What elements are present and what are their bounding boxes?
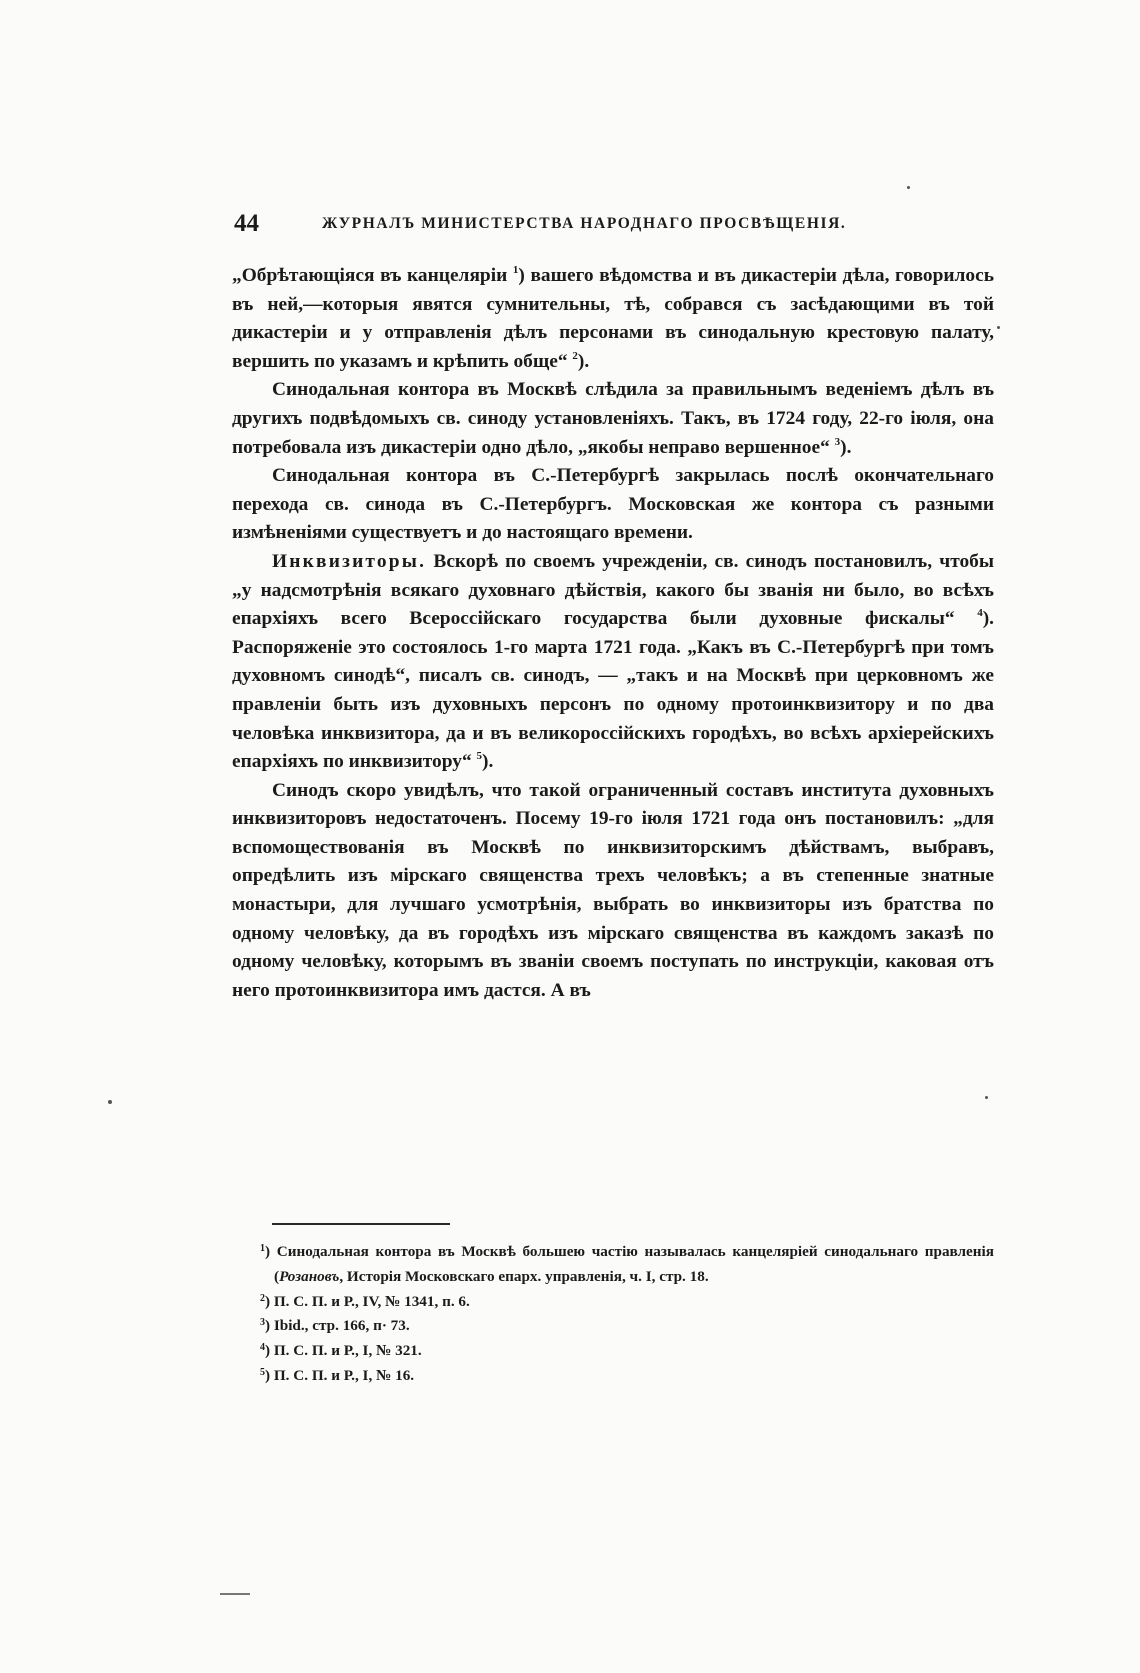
footnotes bbox=[232, 1240, 994, 1389]
paragraph-4: Инквизиторы. Вскорѣ по своемъ учрежденіи, св. синодъ постановилъ, чтобы „у надсмотрѣнія всякаго духовнаго дѣйствія, какого бы званія ни было, во всѣхъ епархіяхъ всего Всероссійскаго государства были духовные фискалы“ $^4$). Распоряженіе это состоялось 1-го марта 1721 года. „Какъ въ С.-Петербургѣ при томъ духовномъ синодѣ“, писалъ св. синодъ, — „такъ и на Москвѣ при церковномъ же правленіи быть изъ духовныхъ персонъ по одному протоинквизитору и по два человѣка инквизитора, да и въ великороссійскихъ городѣхъ, во всѣхъ архіерейскихъ епархіяхъ по инквизитору“ $^5$). bbox=[232, 550, 994, 773]
footnote-ref: 4 bbox=[977, 607, 983, 620]
footnote-5: $^5$) П. С. П. и Р., I, № 16. bbox=[260, 1366, 415, 1384]
footnote-2: $^2$) П. С. П. и Р., IV, № 1341, п. 6. bbox=[260, 1292, 470, 1310]
paragraph-5: Синодъ скоро увидѣлъ, что такой ограниченный составъ института духовныхъ инквизиторовъ недостаточенъ. Посему 19-го іюля 1721 года онъ постановилъ: „для вспомоществованія въ Москвѣ по инквизиторскимъ дѣйствамъ, выбравъ, опредѣлить изъ мірскаго священства трехъ человѣкъ; а въ степенные знатные монастыри, для лучшаго усмотрѣнія, выбрать во инквизиторы изъ братства по одному человѣку, да въ городѣхъ изъ мірскаго священства въ каждомъ заказѣ по одному человѣку, которымъ въ званіи своемъ поступать по инструкціи, каковая отъ него протоинквизитора имъ дастся. А въ bbox=[232, 779, 994, 1001]
footnote-3: $^3$) Ibid., стр. 166, п· 73. bbox=[260, 1317, 410, 1335]
body-text bbox=[232, 262, 994, 1005]
scan-speck bbox=[985, 1096, 988, 1099]
paragraph-1: „Обрѣтающіяся въ канцеляріи $^1$) вашего вѣдомства и въ дикастеріи дѣла, говорилось въ ней,—которыя явятся сумнительны, тѣ, собрався съ засѣдающими въ той дикастеріи и у отправленія дѣлъ персонами въ синодальную крестовую палату, вершить по указамъ и крѣпить обще“ $^2$). bbox=[232, 264, 994, 372]
section-heading: Инквизиторы. bbox=[272, 550, 427, 572]
scan-mark bbox=[220, 1593, 250, 1595]
footnote-4: $^4$) П. С. П. и Р., I, № 321. bbox=[260, 1342, 422, 1360]
scan-speck bbox=[907, 186, 910, 189]
scan-speck bbox=[997, 326, 1000, 329]
author-name: Розановъ bbox=[279, 1267, 340, 1285]
footnote-1: $^1$) Синодальная контора въ Москвѣ большею частію называлась канцеляріей синодальнаго правленія (Розановъ, Исторія Московскаго епарх. управленія, ч. I, стр. 18. bbox=[260, 1243, 994, 1285]
footnote-ref: 5 bbox=[476, 750, 483, 763]
paragraph-2: Синодальная контора въ Москвѣ слѣдила за правильнымъ веденіемъ дѣлъ въ другихъ подвѣдомыхъ св. синоду установленіяхъ. Такъ, въ 1724 году, 22-го іюля, она потребовала изъ дикастеріи одно дѣло, „якобы неправо вершенное“ $^3$). bbox=[232, 379, 994, 458]
page-number: 44 bbox=[234, 210, 259, 237]
page-header bbox=[234, 210, 994, 242]
scan-speck bbox=[108, 1100, 112, 1104]
footnote-ref: 3 bbox=[834, 435, 841, 448]
running-title: ЖУРНАЛЪ МИНИСТЕРСТВА НАРОДНАГО ПРОСВѢЩЕНІЯ. bbox=[322, 215, 847, 232]
footnote-ref: 2 bbox=[572, 349, 578, 362]
paragraph-3: Синодальная контора въ С.-Петербургѣ закрылась послѣ окончательнаго перехода св. синода въ С.-Петербургъ. Московская же контора съ разными измѣненіями существуетъ и до настоящаго времени. bbox=[232, 465, 994, 544]
footnote-ref: 1 bbox=[512, 264, 519, 276]
footnote-separator bbox=[272, 1223, 450, 1225]
